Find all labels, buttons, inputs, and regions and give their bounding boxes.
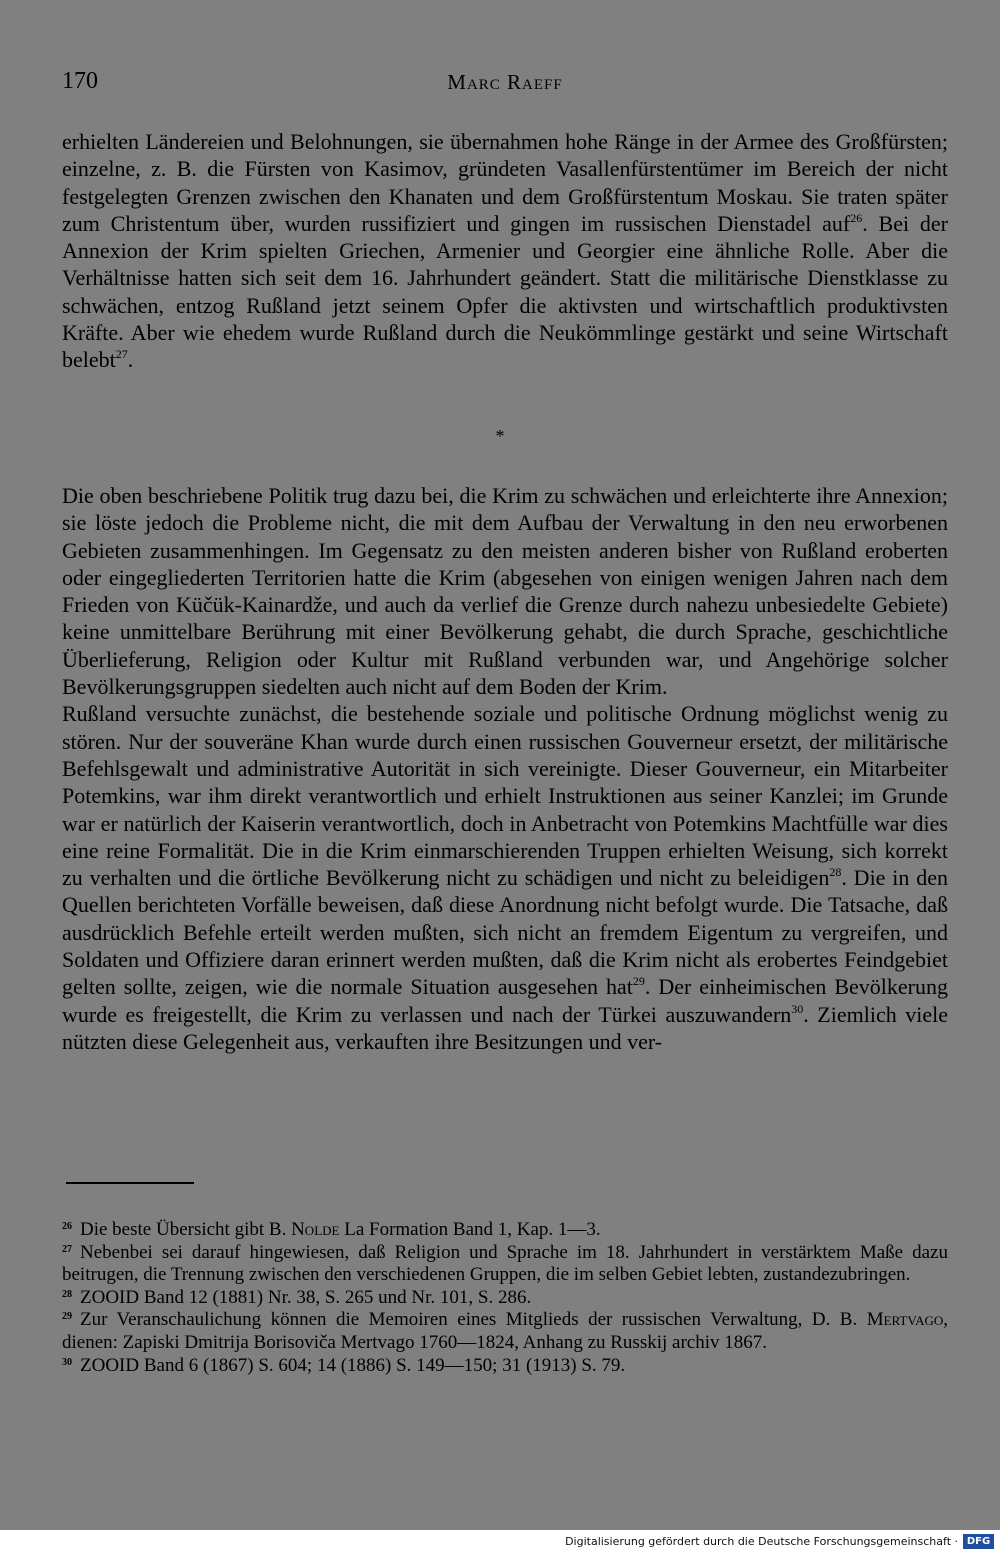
footnote-number: 26 (62, 1221, 72, 1232)
footnote-number: 27 (62, 1243, 72, 1255)
footnote-27 (62, 1242, 948, 1287)
author-name: Mertvago (866, 1309, 944, 1331)
footnote-number: 29 (62, 1311, 72, 1323)
text-run: erhielten Ländereien und Belohnungen, sie übernahmen hohe Ränge in der Armee des Großfürsten; einzelne, z. B. die Fürsten von Kasimov, gründeten Vasallenfürstentümer im Bereich der nicht festgelegten Grenzen zwischen den Khanaten und dem Großfürstentum Moskau. Sie traten später zum Christentum über, wurden russifiziert und gingen im russischen Dienstadel auf (62, 129, 948, 236)
footnote-text: , dienen: Zapiski Dmitrija Borisoviča Mertvago 1760—1824, Anhang zu Russkij archiv 1867. (62, 1309, 948, 1353)
footnote-ref[interactable]: 26 (850, 210, 863, 225)
footnote-text: Nebenbei sei darauf hingewiesen, daß Religion und Sprache im 18. Jahrhundert in verstärktem Maße dazu beitrugen, die Trennung zwischen den verschiedenen Gruppen, die im selben Gebiet lebten, zustandezubringen. (62, 1241, 948, 1286)
footnote-26 (62, 1219, 948, 1242)
paragraph (62, 700, 948, 1055)
dfg-logo: DFG (963, 1534, 994, 1549)
main-text (62, 482, 948, 1055)
footnote-text: Die beste Übersicht gibt B. (80, 1219, 292, 1240)
footnote-ref[interactable]: 28 (829, 865, 842, 880)
text-run: . Ziemlich viele nützten diese Gelegenheit aus, verkauften ihre Besitzungen und ver- (62, 1001, 949, 1054)
paragraph-continued (62, 128, 948, 374)
paragraph: Die oben beschriebene Politik trug dazu bei, die Krim zu schwächen und erleichterte ihre Annexion; sie löste jedoch die Probleme nicht, die mit dem Aufbau der Verwaltung in den neu erworbenen Gebieten zusammenhingen. Im Gegensatz zu den meisten anderen bisher von Rußland eroberten oder eingegliederten Territorien hatte die Krim (abgesehen von einigen wenigen Jahren nach dem Frieden von Küčük-Kainardže, und auch da verlief die Grenze durch nahezu unbesiedelte Gebiete) keine unmittelbare Berührung mit einer Bevölkerung gehabt, die durch Sprache, geschichtliche Überlieferung, Religion oder Kultur mit Rußland verbunden war, und Angehörige solcher Bevölkerungsgruppen siedelten auch nicht auf dem Boden der Krim. (62, 483, 948, 700)
digitization-footer (0, 1530, 1000, 1554)
footnote-30 (62, 1355, 948, 1378)
footnote-29 (62, 1309, 948, 1354)
text-run: . (127, 347, 134, 373)
footnote-text: ZOOID Band 12 (1881) Nr. 38, S. 265 und Nr. 101, S. 286. (80, 1286, 532, 1308)
text-run: . Die in den Quellen berichteten Vorfälle beweisen, daß diese Anordnung nicht befolgt wurde. Die Tatsache, daß ausdrücklich Befehle erteilt werden mußten, sich nicht an fremdem Eigentum zu vergreifen, und Soldaten und Offiziere daran erinnert werden mußten, daß die Krim nicht als erobertes Feindgebiet gelten sollte, zeigen, wie die normale Situation ausgesehen hat (62, 865, 948, 1000)
footnote-text: La Formation Band 1, Kap. 1—3. (339, 1219, 601, 1240)
footnote-number: 28 (62, 1288, 72, 1300)
running-head: Marc Raeff (447, 70, 563, 94)
text-run: Rußland versuchte zunächst, die bestehende soziale und politische Ordnung möglichst wenig zu stören. Nur der souveräne Khan wurde durch einen russischen Gouverneur ersetzt, der militärische Befehlsgewalt und administrative Autorität in sich vereinigte. Dieser Gouverneur, ein Mitarbeiter Potemkins, war ihm direkt verantwortlich und erhielt Instruktionen aus seiner Kanzlei; im Grunde war er natürlich der Kaiserin verantwortlich, doch in Anbetracht von Potemkins Machtfülle war dies eine reine Formalität. Die in die Krim einmarschierenden Truppen erhielten Weisung, sich korrekt zu verhalten und die örtliche Bevölkerung nicht zu schädigen und nicht zu beleidigen (62, 701, 948, 891)
footnote-text: Zur Veranschaulichung können die Memoiren eines Mitglieds der russischen Verwaltung, D. B. (80, 1309, 867, 1331)
footnote-number: 30 (62, 1356, 72, 1368)
text-run: . Bei der Annexion der Krim spielten Griechen, Armenier und Georgier eine ähnliche Rolle. Aber die Verhältnisse hatten sich seit dem 16. Jahrhundert geändert. Statt die militärische Dienstklasse zu schwächen, entzog Rußland jetzt seinem Opfer die aktivsten und wirtschaftlich produktivsten Kräfte. Aber wie ehedem wurde Rußland durch die Neukömmlinge gestärkt und seine Wirtschaft belebt (62, 210, 948, 373)
digitization-credit: Digitalisierung gefördert durch die Deutsche Forschungsgemeinschaft · (565, 1535, 958, 1548)
page-number: 170 (62, 68, 98, 94)
footnotes (62, 1219, 948, 1377)
text-run: . Der einheimischen Bevölkerung wurde es freigestellt, die Krim zu verlassen und nach der Türkei auszuwandern (62, 974, 948, 1027)
footnote-ref[interactable]: 27 (115, 347, 128, 362)
footnote-separator (66, 1182, 194, 1184)
section-break-asterisk: * (495, 426, 505, 446)
footnote-ref[interactable]: 29 (632, 974, 645, 989)
author-name: Nolde (291, 1219, 340, 1240)
footnote-text: ZOOID Band 6 (1867) S. 604; 14 (1886) S. 149—150; 31 (1913) S. 79. (80, 1354, 626, 1376)
page-header (62, 66, 948, 100)
footnote-28 (62, 1287, 948, 1310)
footnote-ref[interactable]: 30 (791, 1001, 804, 1016)
